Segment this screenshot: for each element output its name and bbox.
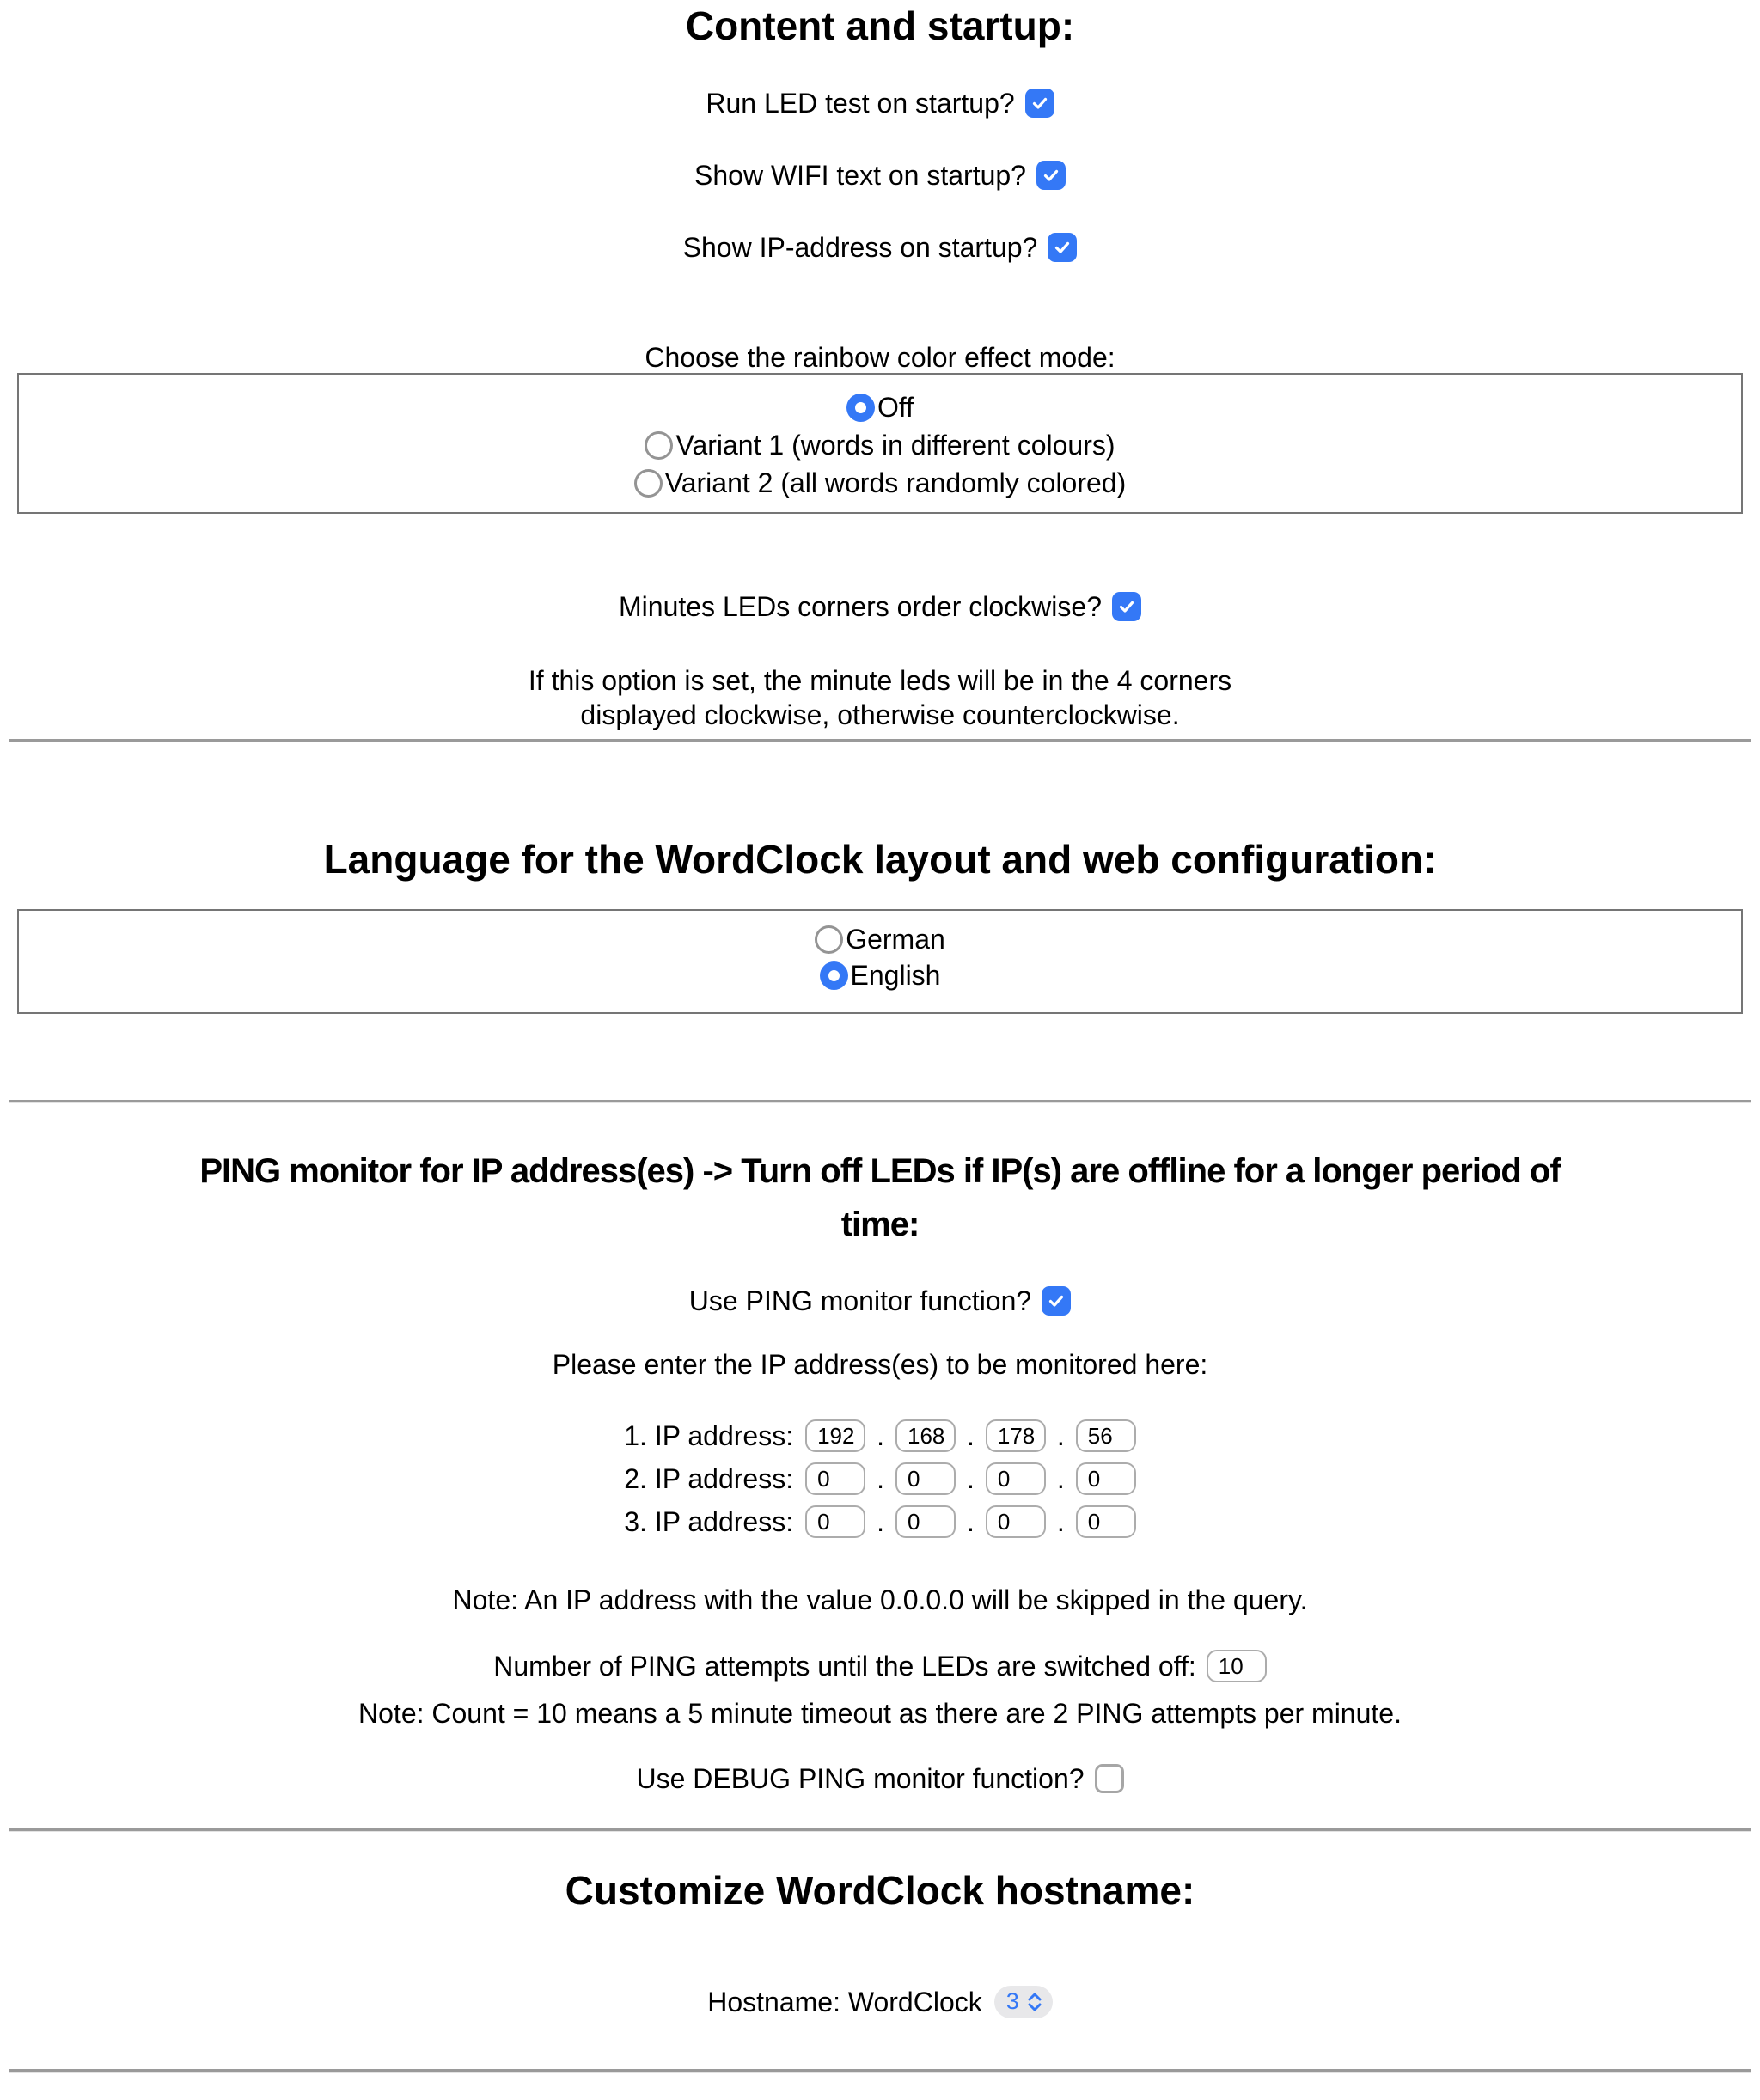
show-wifi-text-checkbox[interactable] <box>1036 161 1066 190</box>
ip3-octet2-input[interactable] <box>895 1505 956 1538</box>
run-led-test-label: Run LED test on startup? <box>706 87 1015 119</box>
rainbow-mode-variant1-radio[interactable] <box>645 431 673 460</box>
section-heading-hostname: Customize WordClock hostname: <box>565 1868 1195 1913</box>
rainbow-mode-label: Choose the rainbow color effect mode: <box>645 342 1115 373</box>
show-ip-address-checkbox[interactable] <box>1048 233 1077 262</box>
use-ping-row <box>0 1282 1760 1320</box>
ip-row-2-label: 2. IP address: <box>624 1462 794 1494</box>
chevron-up-down-icon <box>1025 1990 1044 2014</box>
language-english-label: English <box>850 959 941 991</box>
hostname-stepper[interactable] <box>994 1986 1053 2018</box>
octet-separator: . <box>877 1419 884 1451</box>
ip1-octet1-input[interactable] <box>805 1419 865 1452</box>
ping-attempts-label: Number of PING attempts until the LEDs are switched off: <box>493 1650 1196 1682</box>
language-english-radio[interactable] <box>820 961 848 990</box>
debug-ping-row <box>0 1760 1760 1798</box>
octet-separator: . <box>1056 1505 1065 1537</box>
octet-separator: . <box>1056 1462 1065 1494</box>
rainbow-mode-variant2-radio[interactable] <box>634 469 663 498</box>
ping-count-note: Note: Count = 10 means a 5 minute timeout as there are 2 PING attempts per minute. <box>358 1698 1402 1729</box>
ip3-octet3-input[interactable] <box>986 1505 1046 1538</box>
ip1-octet2-input[interactable] <box>895 1419 956 1452</box>
use-ping-monitor-checkbox[interactable] <box>1042 1286 1071 1316</box>
minutes-corners-row <box>0 588 1760 626</box>
check-icon <box>1116 596 1137 617</box>
ip-row-3 <box>0 1500 1760 1543</box>
octet-separator: . <box>966 1462 975 1494</box>
section-divider <box>9 2069 1751 2073</box>
ping-attempts-input[interactable] <box>1207 1650 1267 1682</box>
ip3-octet4-input[interactable] <box>1076 1505 1136 1538</box>
ping-heading-line-1: PING monitor for IP address(es) -> Turn off LEDs if IP(s) are offline for a longer period of <box>199 1152 1561 1190</box>
enter-ip-label: Please enter the IP address(es) to be monitored here: <box>552 1349 1208 1380</box>
ping-heading-line-2: time: <box>840 1206 920 1243</box>
language-box <box>17 909 1743 1014</box>
ip1-octet4-input[interactable] <box>1076 1419 1136 1452</box>
rainbow-option-variant2-row <box>19 464 1741 502</box>
check-icon <box>1030 93 1050 113</box>
ip-skip-note: Note: An IP address with the value 0.0.0.0 will be skipped in the query. <box>452 1584 1308 1615</box>
rainbow-mode-variant1-label: Variant 1 (words in different colours) <box>675 429 1115 461</box>
octet-separator: . <box>966 1505 975 1537</box>
minutes-corners-note <box>0 663 1760 732</box>
hostname-row <box>0 1983 1760 2021</box>
minutes-note-line-1: If this option is set, the minute leds will be in the 4 corners <box>528 665 1232 696</box>
ip-row-2 <box>0 1457 1760 1500</box>
ip2-octet4-input[interactable] <box>1076 1462 1136 1495</box>
wordclock-settings-page <box>0 2 1760 2073</box>
section-heading-content-startup: Content and startup: <box>685 3 1075 48</box>
check-icon <box>1041 165 1061 186</box>
ip3-octet1-input[interactable] <box>805 1505 865 1538</box>
octet-separator: . <box>966 1419 975 1451</box>
language-german-radio[interactable] <box>815 925 843 954</box>
show-ip-address-row <box>0 229 1760 266</box>
ip-row-1 <box>0 1414 1760 1457</box>
show-wifi-text-label: Show WIFI text on startup? <box>694 159 1026 191</box>
rainbow-option-variant1-row <box>19 426 1741 464</box>
language-german-label: German <box>846 923 945 955</box>
rainbow-mode-variant2-label: Variant 2 (all words randomly colored) <box>664 467 1127 498</box>
octet-separator: . <box>877 1462 884 1494</box>
ip-address-table <box>0 1414 1760 1543</box>
debug-ping-checkbox[interactable] <box>1095 1764 1124 1793</box>
run-led-test-row <box>0 84 1760 122</box>
hostname-label: Hostname: WordClock <box>707 1986 982 2018</box>
minutes-corners-label: Minutes LEDs corners order clockwise? <box>619 590 1102 622</box>
section-divider <box>9 1100 1751 1103</box>
octet-separator: . <box>877 1505 884 1537</box>
ip2-octet3-input[interactable] <box>986 1462 1046 1495</box>
language-english-row <box>19 957 1741 993</box>
run-led-test-checkbox[interactable] <box>1025 89 1054 118</box>
ip2-octet1-input[interactable] <box>805 1462 865 1495</box>
section-heading-ping-monitor <box>0 1145 1760 1251</box>
use-ping-label: Use PING monitor function? <box>688 1285 1032 1316</box>
rainbow-mode-off-radio[interactable] <box>846 394 875 422</box>
octet-separator: . <box>1056 1419 1065 1451</box>
section-heading-language: Language for the WordClock layout and web configuration: <box>323 837 1437 882</box>
rainbow-mode-off-label: Off <box>877 391 914 423</box>
ip-row-3-label: 3. IP address: <box>624 1505 794 1537</box>
rainbow-option-off-row <box>19 388 1741 426</box>
ip1-octet3-input[interactable] <box>986 1419 1046 1452</box>
section-divider <box>9 1828 1751 1832</box>
minutes-note-line-2: displayed clockwise, otherwise counterclockwise. <box>580 699 1180 730</box>
ping-attempts-row <box>0 1646 1760 1686</box>
ip2-octet2-input[interactable] <box>895 1462 956 1495</box>
language-german-row <box>19 921 1741 957</box>
ip-row-1-label: 1. IP address: <box>624 1419 794 1451</box>
section-divider <box>9 739 1751 742</box>
debug-ping-label: Use DEBUG PING monitor function? <box>636 1762 1085 1794</box>
minutes-corners-checkbox[interactable] <box>1112 592 1141 621</box>
check-icon <box>1052 237 1072 258</box>
rainbow-mode-box <box>17 373 1743 514</box>
show-ip-address-label: Show IP-address on startup? <box>682 231 1038 263</box>
check-icon <box>1046 1291 1066 1311</box>
show-wifi-text-row <box>0 156 1760 194</box>
hostname-stepper-value: 3 <box>1005 1988 1019 2015</box>
